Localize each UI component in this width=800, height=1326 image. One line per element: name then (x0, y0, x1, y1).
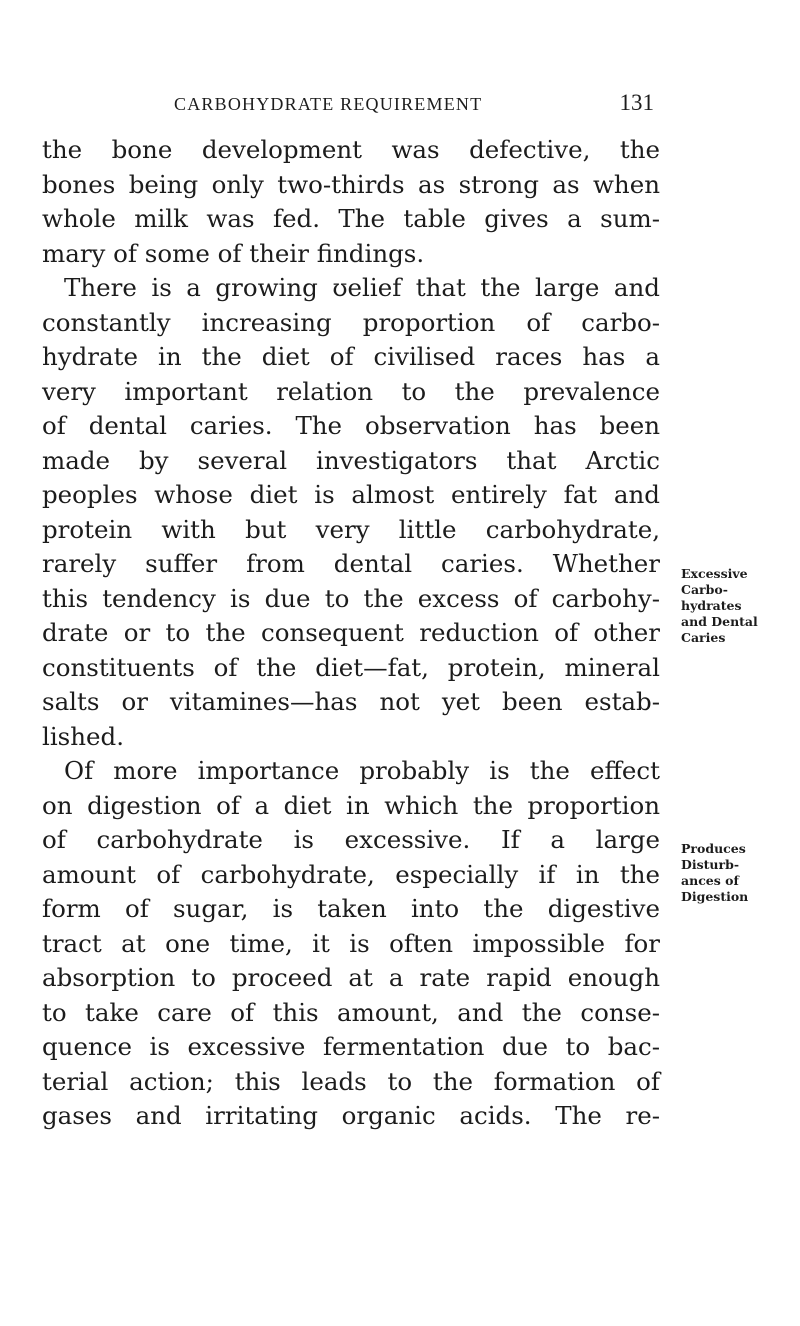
text-line: on digestion of a diet in which the proportion (42, 790, 660, 820)
margin-note-line: ances of (681, 873, 739, 888)
margin-note-line: Excessive (681, 566, 748, 581)
text-line: form of sugar, is taken into the digestive (42, 894, 660, 923)
text-line: mary of some of their findings. (42, 238, 425, 268)
text-line: protein with but very little carbohydrate, (42, 514, 660, 544)
text-line: constantly increasing proportion of carbo- (42, 307, 660, 337)
page-number: 131 (619, 90, 654, 115)
margin-note-dental-caries (681, 566, 791, 646)
text-line: rarely suffer from dental caries. Whether (42, 549, 660, 578)
text-line: salts or vitamines—has not yet been estab- (42, 687, 660, 716)
text-line: peoples whose diet is almost entirely fat and (42, 480, 660, 509)
text-line: quence is excessive fermentation due to bac- (42, 1032, 660, 1061)
margin-note-line: Digestion (681, 889, 749, 904)
body-text (42, 133, 660, 1134)
text-line: the bone development was defective, the (42, 135, 660, 164)
margin-note-line: and Dental (681, 614, 758, 629)
running-head (170, 86, 680, 116)
text-line: made by several investigators that Arctic (42, 445, 660, 475)
text-line: absorption to proceed at a rate rapid enough (42, 963, 660, 992)
margin-note-line: Produces (681, 841, 746, 856)
text-line: this tendency is due to the excess of carbohy- (42, 583, 660, 613)
text-line: lished. (42, 721, 124, 751)
margin-note-line: hydrates (681, 598, 742, 613)
text-line: constituents of the diet—fat, protein, mineral (42, 652, 660, 682)
text-line: to take care of this amount, and the conse- (42, 997, 660, 1027)
text-line: hydrate in the diet of civilised races has a (42, 342, 660, 371)
text-line: whole milk was fed. The table gives a sum- (42, 204, 660, 233)
text-line: terial action; this leads to the formation of (42, 1066, 660, 1096)
running-title: CARBOHYDRATE REQUIREMENT (174, 94, 483, 114)
text-line: of dental caries. The observation has been (42, 411, 660, 440)
margin-note-line: Disturb- (681, 857, 740, 872)
margin-note-line: Carbo- (681, 582, 728, 597)
text-line: of carbohydrate is excessive. If a large (42, 825, 660, 854)
margin-note-line: Caries (681, 630, 726, 645)
text-line: drate or to the consequent reduction of other (42, 618, 660, 647)
margin-note-digestion (681, 841, 791, 905)
text-line: very important relation to the prevalence (42, 376, 660, 406)
paragraph-start-line: There is a growing ʊelief that the large and (64, 273, 660, 302)
text-line: bones being only two-thirds as strong as when (42, 169, 660, 199)
paragraph-start-line: Of more importance probably is the effect (64, 756, 660, 785)
text-line: amount of carbohydrate, especially if in the (42, 859, 660, 889)
text-line: gases and irritating organic acids. The re- (42, 1101, 660, 1130)
text-line: tract at one time, it is often impossible for (42, 928, 660, 958)
